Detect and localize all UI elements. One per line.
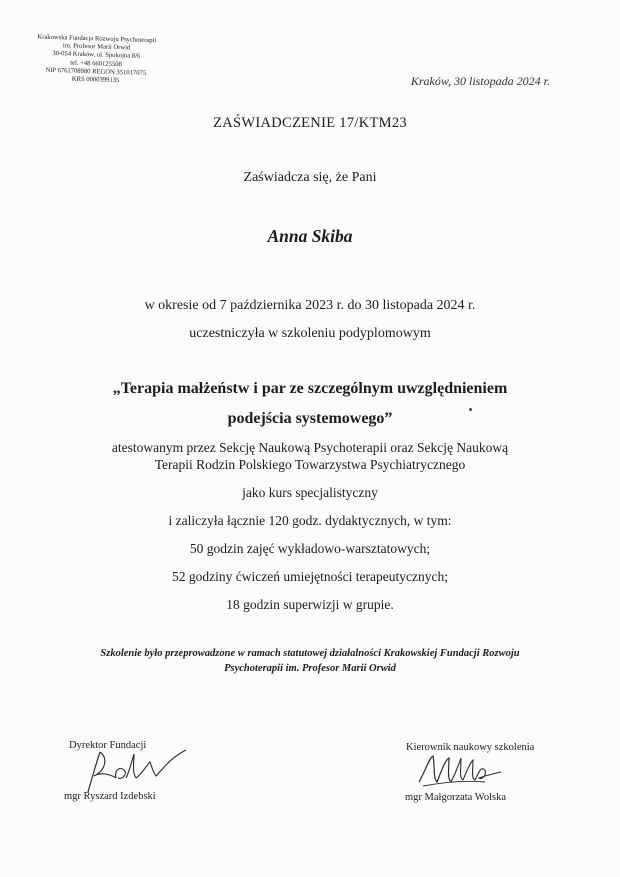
stamp-line: Krakowska Fundacja Rozwoju Psychoterapii [37, 33, 157, 45]
hours-total: i zaliczyła łącznie 120 godz. dydaktycznych, w tym: [168, 513, 452, 528]
foundation-stamp [20, 33, 171, 87]
course-title-line-2: podejścia systemowego” [227, 410, 393, 427]
right-signatory-name: mgr Małgorzata Wolska [405, 792, 507, 803]
footnote-line-1: Szkolenie było przeprowadzone w ramach statutowej działalności Krakowskiej Fundacji Rozwoju [100, 648, 520, 659]
hours-supervision: 18 godzin superwizji w grupie. [226, 597, 394, 612]
approval-line-2: Terapii Rodzin Polskiego Towarzystwa Psychiatrycznego [154, 457, 466, 472]
ink-dot [469, 408, 472, 411]
issue-date: Kraków, 30 listopada 2024 r. [410, 74, 550, 88]
participation-statement: uczestniczyła w szkoleniu podyplomowym [189, 326, 431, 341]
stamp-line: KRS 0000399135 [71, 75, 120, 85]
right-signatory-role: Kierownik naukowy szkolenia [406, 742, 535, 753]
course-type: jako kurs specjalistyczny [242, 485, 378, 500]
stamp-line: NIP 6761708980 REGON 351017075 [45, 66, 147, 77]
training-period: w okresie od 7 października 2023 r. do 30 listopada 2024 r. [144, 298, 476, 313]
left-signatory-name: mgr Ryszard Izdebski [64, 791, 156, 802]
course-title-line-1: „Terapia małżeństw i par ze szczególnym uwzględnieniem [112, 380, 508, 397]
certificate-title: ZAŚWIADCZENIE 17/KTM23 [213, 115, 407, 131]
stamp-line: tel. +48 660125508 [70, 59, 122, 68]
stamp-line: im. Profesor Marii Orwid [62, 42, 131, 52]
certifies-statement: Zaświadcza się, że Pani [243, 170, 377, 185]
footnote-line-2: Psychoterapii im. Profesor Marii Orwid [224, 663, 396, 674]
recipient-name: Anna Skiba [267, 226, 353, 246]
left-handwritten-signature [86, 748, 196, 796]
hours-lectures: 50 godzin zajęć wykładowo-warsztatowych; [189, 541, 431, 556]
right-handwritten-signature [415, 752, 505, 792]
hours-exercises: 52 godziny ćwiczeń umiejętności terapeutycznych; [172, 569, 448, 584]
left-signatory-role: Dyrektor Fundacji [69, 740, 147, 751]
approval-line-1: atestowanym przez Sekcję Naukową Psychoterapii oraz Sekcję Naukową [111, 440, 509, 455]
stamp-line: 30-054 Kraków, ul. Spokojna 8/6 [52, 50, 141, 61]
